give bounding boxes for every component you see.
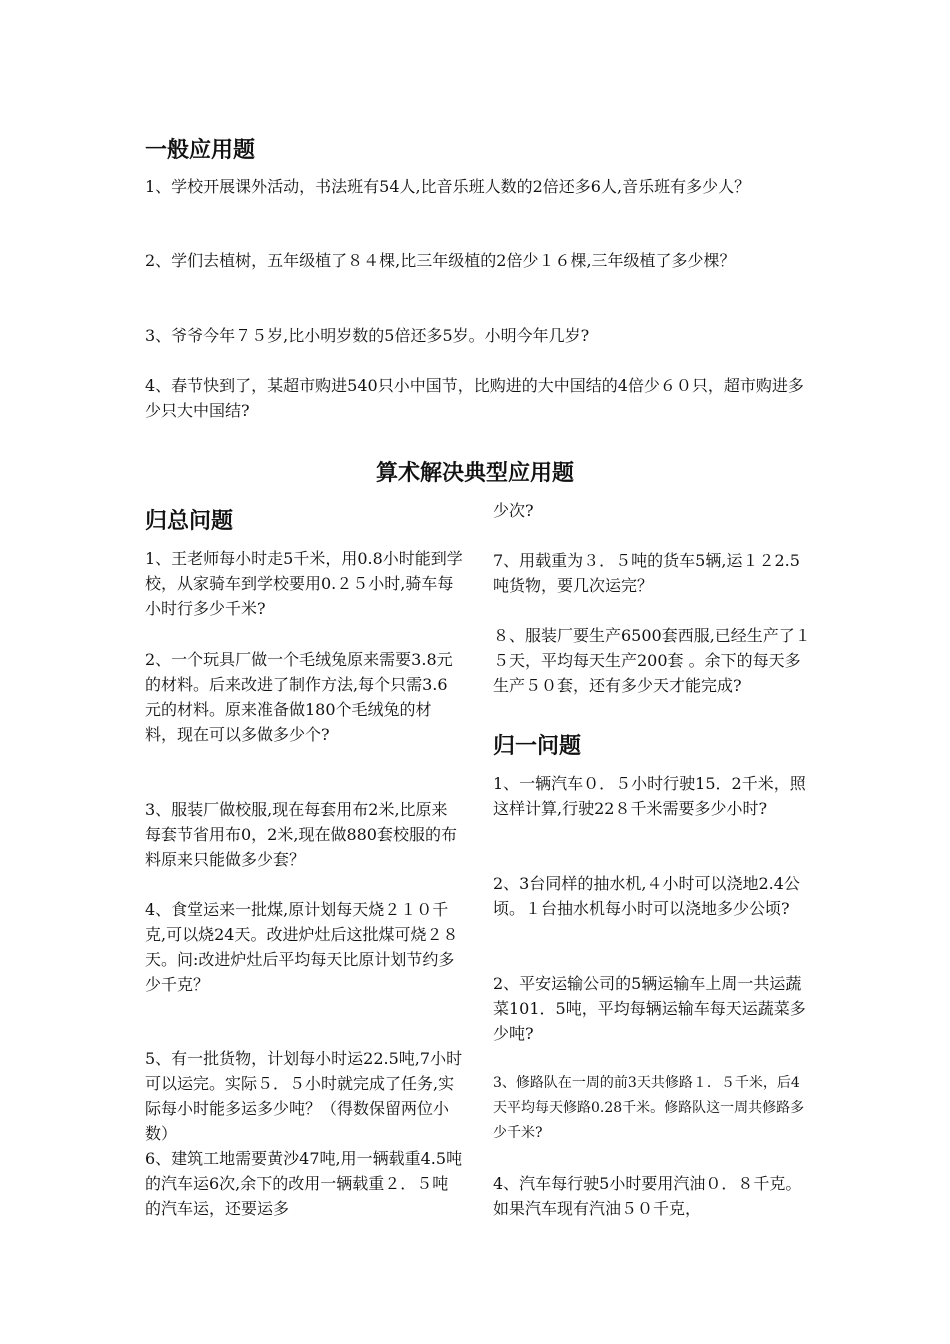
section-title-typical: 算术解决典型应用题 xyxy=(375,460,574,486)
guiyi-problem-1: 1、一辆汽车０．５小时行驶15．2千米，照这样计算,行驶22８千米需要多少小时? xyxy=(493,774,806,818)
guizong-problem-7: 7、用载重为３．５吨的货车5辆,运１２2.5吨货物，要几次运完？ xyxy=(493,551,800,595)
general-problem-2: 2、学们去植树，五年级植了８４棵,比三年级植的2倍少１６棵,三年级植了多少棵？ xyxy=(145,251,736,270)
section-title-general: 一般应用题 xyxy=(145,138,256,163)
guizong-problem-6: 6、建筑工地需要黄沙47吨,用一辆载重4.5吨的汽车运6次,余下的改用一辆载重２．５吨的汽车运，还要运多 xyxy=(145,1149,463,1218)
guizong-problem-2: 2、一个玩具厂做一个毛绒兔原来需要3.8元的材料。后来改进了制作方法,每个只需3.6元的材料。原来准备做180个毛绒兔的材料，现在可以多做多少个? xyxy=(145,650,453,744)
guiyi-problem-4: 3、修路队在一周的前3天共修路１．５千米，后4天平均每天修路0.28千米。修路队这一周共修路多少千米? xyxy=(493,1075,805,1141)
general-problem-3: 3、爷爷今年７５岁,比小明岁数的5倍还多5岁。小明今年几岁? xyxy=(145,326,590,345)
guizong-problem-4: 4、食堂运来一批煤,原计划每天烧２１０千克,可以烧24天。改进炉灶后这批煤可烧２８天。问:改进炉灶后平均每天比原计划节约多少千克？ xyxy=(145,900,459,994)
guiyi-problem-5: 4、汽车每行驶5小时要用汽油０．８千克。如果汽车现有汽油５０千克， xyxy=(493,1174,802,1218)
guizong-problem-8: ８、服装厂要生产6500套西服,已经生产了１５天，平均每天生产200套 。余下的每天多生产５０套，还有多少天才能完成? xyxy=(493,626,811,695)
guizong-problem-5: 5、有一批货物，计划每小时运22.5吨,7小时可以运完。实际５．５小时就完成了任务,实际每小时能多运多少吨？（得数保留两位小数） xyxy=(145,1049,463,1143)
subsection-title-guiyi: 归一问题 xyxy=(493,734,582,759)
general-problem-4: 4、春节快到了，某超市购进540只小中国节，比购进的大中国结的4倍少６０只，超市购进多少只大中国结? xyxy=(145,376,804,420)
guiyi-problem-3: 2、平安运输公司的5辆运输车上周一共运蔬菜101．5吨，平均每辆运输车每天运蔬菜多少吨? xyxy=(493,974,806,1043)
general-problem-1: 1、学校开展课外活动，书法班有54人,比音乐班人数的2倍还多6人,音乐班有多少人？ xyxy=(145,177,751,196)
subsection-title-guizong: 归总问题 xyxy=(145,509,234,534)
guiyi-problem-2: 2、3台同样的抽水机,４小时可以浇地2.4公顷。１台抽水机每小时可以浇地多少公顷? xyxy=(493,874,800,918)
guizong-problem-6-continued: 少次? xyxy=(493,501,534,520)
guizong-problem-3: 3、服装厂做校服,现在每套用布2米,比原来每套节省用布0，2米,现在做880套校服的布料原来只能做多少套？ xyxy=(145,800,457,869)
guizong-problem-1: 1、王老师每小时走5千米，用0.8小时能到学校，从家骑车到学校要用0.２５小时,骑车每小时行多少千米? xyxy=(145,549,463,618)
